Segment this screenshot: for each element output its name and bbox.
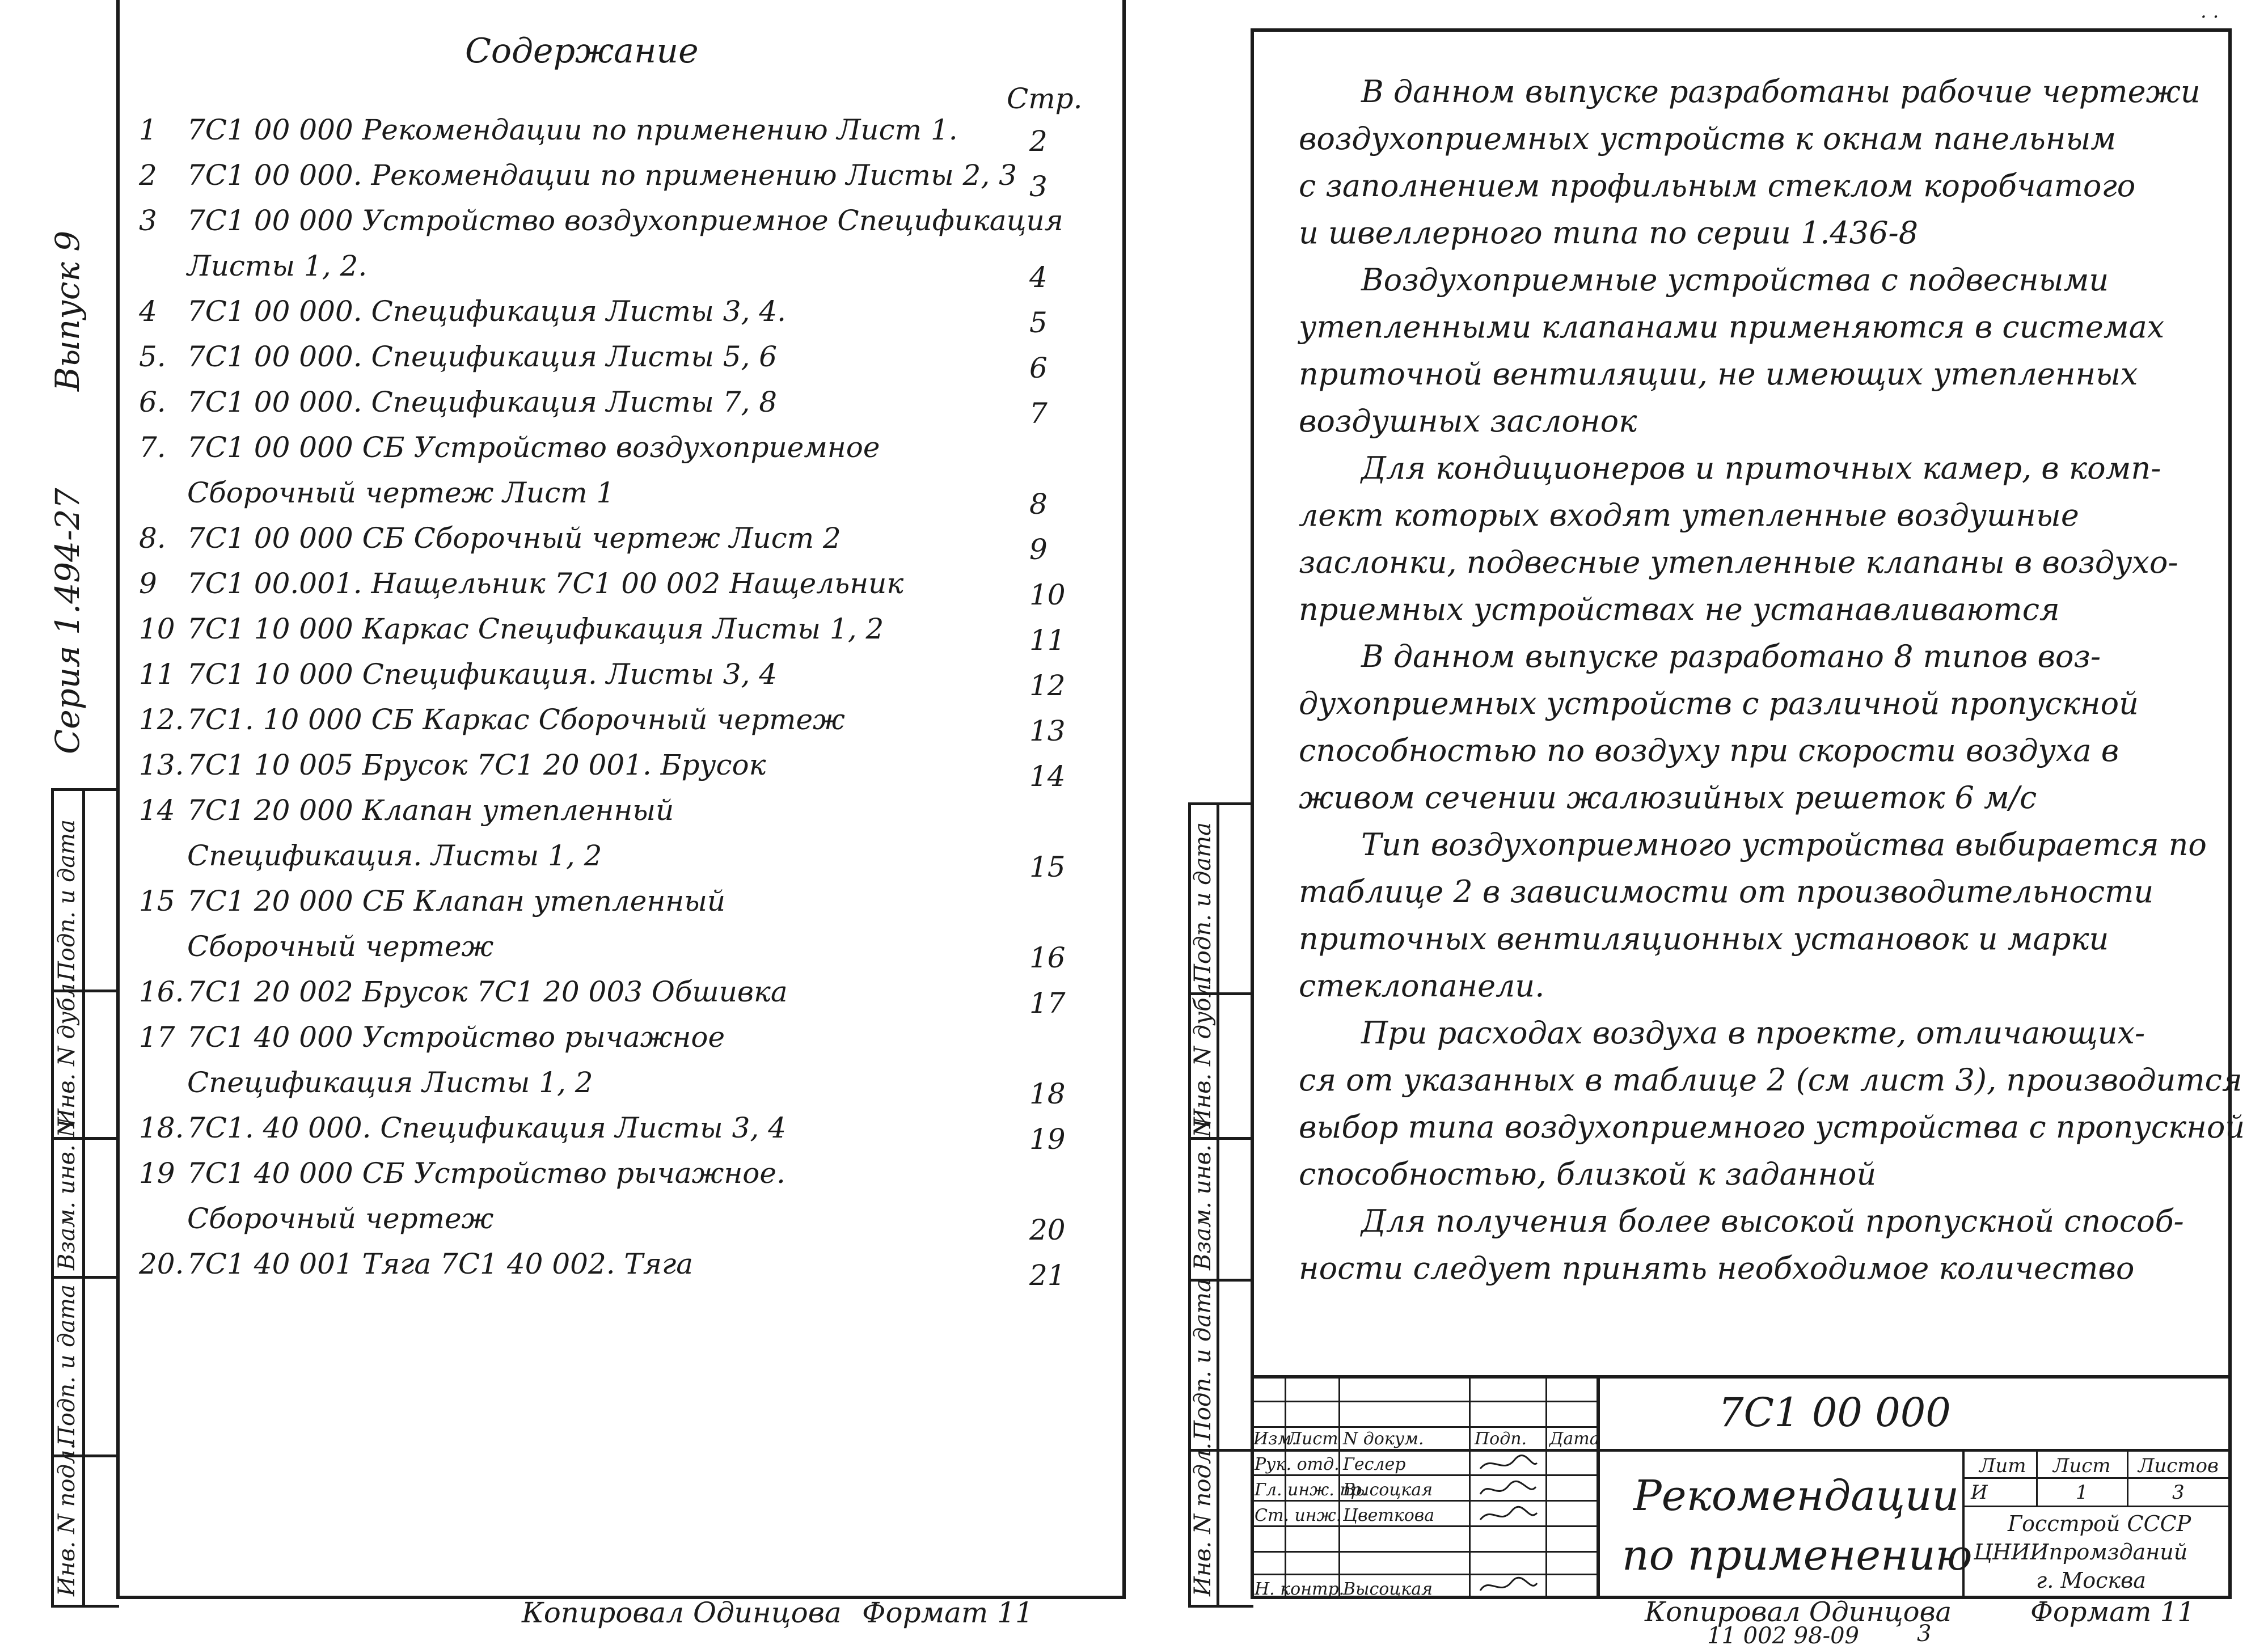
stamp-divider — [51, 1276, 119, 1279]
text-line: духоприемных устройств с различной пропускной — [1299, 686, 2139, 721]
page-column-header: Стр. — [1007, 82, 1083, 115]
tb-name: Высоцкая — [1343, 1579, 1433, 1599]
tb-row-line — [1251, 1426, 1597, 1428]
toc-entry-text: Сборочный чертеж — [187, 1202, 494, 1235]
toc-entry-text: 7С1 20 002 Брусок 7С1 20 003 Обшивка — [187, 975, 788, 1008]
text-line: приточных вентиляционных установок и марки — [1299, 921, 2109, 957]
tb-role: Ст. инж. — [1255, 1506, 1342, 1525]
text-line: лект которых входят утепленные воздушные — [1299, 497, 2079, 533]
toc-entry-text: Листы 1, 2. — [187, 250, 368, 282]
toc-entry-text: 7С1 00 000. Рекомендации по применению Листы 2, 3 — [187, 159, 1017, 192]
toc-number: 14 — [139, 794, 175, 827]
toc-number: 4 — [139, 295, 157, 328]
text-line: заслонки, подвесные утепленные клапаны в воздухо- — [1299, 544, 2178, 580]
toc-page-number: 15 — [1029, 851, 1066, 883]
tb-org-1: Госстрой СССР — [2008, 1511, 2191, 1536]
toc-number: 3 — [139, 204, 157, 237]
series-label: Серия 1.494-27 — [48, 488, 87, 754]
toc-page-number: 16 — [1029, 941, 1066, 974]
stamp-label-duplicate: Инв. N дубл. — [54, 976, 80, 1128]
toc-page-number: 11 — [1029, 624, 1066, 657]
tb-row-line — [1251, 1401, 1597, 1402]
toc-entry-text: 7С1. 40 000. Спецификация Листы 3, 4 — [187, 1111, 787, 1144]
tb-row-line — [1251, 1574, 1597, 1575]
toc-page-number: 21 — [1029, 1259, 1066, 1292]
toc-entry-text: 7С1 00.001. Нащельник 7С1 00 002 Нащельник — [187, 567, 904, 600]
signature-1 — [1480, 1456, 1537, 1469]
tb-col-line — [1545, 1375, 1547, 1599]
toc-entry-text: Спецификация Листы 1, 2 — [187, 1066, 593, 1099]
page-title: Содержание — [465, 31, 699, 71]
tb-designation: 7С1 00 000 — [1718, 1389, 1951, 1436]
text-line: таблице 2 в зависимости от производительности — [1299, 874, 2154, 910]
tb-row-line — [1251, 1474, 1597, 1476]
toc-number: 7. — [139, 431, 166, 464]
toc-page-number: 7 — [1029, 397, 1048, 430]
toc-entry-text: 7С1 40 000 Устройство рычажное — [187, 1021, 725, 1054]
stamp-label-replace: Взам. инв. N — [1190, 1117, 1216, 1270]
text-line: способностью, близкой к заданной — [1299, 1156, 1877, 1192]
toc-page-number: 3 — [1029, 170, 1048, 203]
text-line: живом сечении жалюзийных решеток 6 м/с — [1299, 780, 2037, 815]
tb-header-sign: Подп. — [1475, 1429, 1527, 1449]
tb-org-2: ЦНИИпромзданий — [1974, 1540, 2188, 1565]
text-line: ся от указанных в таблице 2 (см лист 3), производится — [1299, 1062, 2242, 1098]
stamp-label-original: Инв. N подл. — [1190, 1442, 1216, 1596]
text-line: приточной вентиляции, не имеющих утепленных — [1299, 356, 2138, 392]
toc-entry-text: Спецификация. Листы 1, 2 — [187, 839, 602, 872]
tb-role: Рук. отд. — [1255, 1454, 1340, 1474]
tb-name: Геслер — [1343, 1454, 1406, 1474]
footer-copied-by: Копировал Одинцова — [522, 1596, 842, 1629]
stamp-label-sign-date-2: Подп. и дата — [54, 1284, 80, 1446]
toc-page-number: 6 — [1029, 352, 1048, 384]
tb-name: Высоцкая — [1343, 1480, 1433, 1500]
toc-entry-text: 7С1 10 000 Каркас Спецификация Листы 1, 2 — [187, 612, 884, 645]
toc-number: 8. — [139, 522, 166, 555]
tb-sheet-value: 1 — [2076, 1481, 2088, 1504]
text-line: Для получения более высокой пропускной способ- — [1361, 1203, 2184, 1239]
toc-number: 1 — [139, 113, 157, 146]
tb-top-line — [1251, 1375, 2232, 1379]
tb-name: Цветкова — [1343, 1506, 1435, 1525]
toc-number: 13. — [139, 749, 184, 781]
tb-row-line — [1251, 1449, 2232, 1452]
toc-page-number: 4 — [1029, 261, 1048, 294]
stamp-label-sign-date-1: Подп. и дата — [54, 819, 80, 981]
tb-role: Н. контр. — [1255, 1579, 1345, 1599]
tb-row-line — [1251, 1500, 1597, 1502]
text-line: В данном выпуске разработаны рабочие чертежи — [1361, 74, 2201, 109]
text-line: способностью по воздуху при скорости воздуха в — [1299, 733, 2119, 768]
toc-number: 10 — [139, 612, 175, 645]
stamp-label-sign-date-1: Подп. и дата — [1190, 822, 1216, 984]
toc-number: 19 — [139, 1157, 175, 1190]
footer-copied-by: Копировал Одинцова — [1645, 1596, 1952, 1628]
toc-entry-text: 7С1 00 000 Устройство воздухоприемное Спецификация — [187, 204, 1063, 237]
text-line: Воздухоприемные устройства с подвесными — [1361, 262, 2109, 298]
tb-header-change: Изм. — [1253, 1429, 1297, 1449]
tb-role: Гл. инж. пр. — [1255, 1480, 1367, 1500]
signature-2 — [1480, 1481, 1536, 1494]
tb-row-line — [1251, 1551, 1597, 1553]
tb-header-sheet: Лист — [1287, 1429, 1338, 1449]
tb-col-line — [2036, 1449, 2038, 1506]
text-line: Для кондиционеров и приточных камер, в комп- — [1361, 450, 2161, 486]
toc-entry-text: 7С1 00 000. Спецификация Листы 7, 8 — [187, 386, 778, 418]
tb-header-date: Дата — [1549, 1429, 1600, 1449]
toc-number: 6. — [139, 386, 166, 418]
text-line: стеклопанели. — [1299, 968, 1545, 1004]
tb-sheets-value: 3 — [2172, 1481, 2185, 1504]
toc-page-number: 9 — [1029, 533, 1048, 566]
text-line: В данном выпуске разработано 8 типов воз- — [1361, 639, 2101, 674]
toc-entry-text: 7С1 40 000 СБ Устройство рычажное. — [187, 1157, 785, 1190]
stamp-label-duplicate: Инв. N дубл. — [1190, 976, 1216, 1128]
toc-page-number: 19 — [1029, 1123, 1066, 1156]
corner-marks: · · — [2201, 6, 2219, 28]
stamp-divider — [51, 1605, 119, 1608]
tb-col-line — [1469, 1375, 1471, 1599]
toc-page-number: 13 — [1029, 714, 1066, 747]
toc-number: 5. — [139, 340, 166, 373]
toc-entry-text: 7С1 40 001 Тяга 7С1 40 002. Тяга — [187, 1248, 694, 1280]
signature-3 — [1480, 1507, 1537, 1520]
toc-number: 11 — [139, 658, 175, 691]
text-line: утепленными клапанами применяются в системах — [1299, 309, 2165, 345]
toc-entry-text: Сборочный чертеж — [187, 930, 494, 963]
toc-number: 9 — [139, 567, 157, 600]
tb-org-3: г. Москва — [2036, 1568, 2146, 1593]
toc-entry-text: 7С1. 10 000 СБ Каркас Сборочный чертеж — [187, 703, 845, 736]
tb-doc-title-2: по применению — [1622, 1531, 1973, 1580]
tb-doc-title-1: Рекомендации — [1633, 1472, 1959, 1520]
tb-col-line — [2127, 1449, 2128, 1506]
stamp-mid-border — [82, 788, 85, 1608]
text-line: При расходах воздуха в проекте, отличающих- — [1361, 1015, 2145, 1051]
toc-number: 2 — [139, 159, 157, 192]
toc-entry-text: 7С1 00 000 Рекомендации по применению Лист 1. — [187, 113, 958, 146]
toc-page-number: 20 — [1029, 1214, 1066, 1246]
tb-row-line — [1251, 1525, 1597, 1527]
stamp-label-sign-date-2: Подп. и дата — [1190, 1279, 1216, 1440]
text-line: Тип воздухоприемного устройства выбирается по — [1361, 827, 2207, 862]
tb-lit-value: И — [1971, 1481, 1988, 1504]
issue-label: Выпуск 9 — [48, 230, 87, 391]
toc-number: 15 — [139, 885, 175, 917]
toc-page-number: 2 — [1029, 125, 1048, 158]
toc-entry-text: 7С1 10 000 Спецификация. Листы 3, 4 — [187, 658, 778, 691]
text-line: с заполнением профильным стеклом коробчатого — [1299, 168, 2136, 204]
stamp-divider — [1188, 1605, 1253, 1608]
footer-format: Формат 11 — [2030, 1596, 2195, 1628]
toc-number: 18. — [139, 1111, 184, 1144]
toc-entry-text: 7С1 20 000 Клапан утепленный — [187, 794, 674, 827]
bottom-page: 3 — [1917, 1621, 1932, 1647]
toc-entry-text: 7С1 00 000 СБ Сборочный чертеж Лист 2 — [187, 522, 841, 555]
stamp-label-original: Инв. N подл. — [54, 1442, 80, 1596]
stamp-top-border — [1188, 802, 1253, 805]
toc-entry-text: Сборочный чертеж Лист 1 — [187, 476, 615, 509]
toc-page-number: 14 — [1029, 760, 1066, 793]
toc-entry-text: 7С1 20 000 СБ Клапан утепленный — [187, 885, 726, 917]
toc-entry-text: 7С1 00 000. Спецификация Листы 3, 4. — [187, 295, 787, 328]
tb-sheet-label: Лист — [2053, 1454, 2111, 1477]
tb-row-line — [1962, 1506, 2232, 1507]
text-line: ности следует принять необходимое количество — [1299, 1250, 2135, 1286]
tb-header-doc: N докум. — [1343, 1429, 1424, 1449]
toc-entry-text: 7С1 00 000 СБ Устройство воздухоприемное — [187, 431, 880, 464]
text-line: выбор типа воздухоприемного устройства с пропускной — [1299, 1109, 2245, 1145]
toc-page-number: 12 — [1029, 669, 1066, 702]
tb-sheets-label: Листов — [2138, 1454, 2219, 1477]
text-line: воздухоприемных устройств к окнам панельным — [1299, 121, 2117, 157]
text-line: приемных устройствах не устанавливаются — [1299, 591, 2060, 627]
footer-format: Формат 11 — [862, 1596, 1033, 1629]
toc-entry-text: 7С1 00 000. Спецификация Листы 5, 6 — [187, 340, 778, 373]
toc-page-number: 8 — [1029, 488, 1048, 521]
stamp-label-replace: Взам. инв. N — [54, 1117, 80, 1270]
toc-page-number: 5 — [1029, 306, 1048, 339]
bottom-code: 11 002 98-09 — [1707, 1623, 1859, 1649]
toc-page-number: 10 — [1029, 578, 1066, 611]
toc-number: 12. — [139, 703, 184, 736]
toc-page-number: 18 — [1029, 1077, 1066, 1110]
stamp-mid-border — [1217, 802, 1219, 1608]
text-line: и швеллерного типа по серии 1.436-8 — [1299, 215, 1919, 251]
toc-entry-text: 7С1 10 005 Брусок 7С1 20 001. Брусок — [187, 749, 766, 781]
tb-row-line — [1962, 1477, 2232, 1479]
stamp-top-border — [51, 788, 119, 791]
signatures — [1475, 1452, 1543, 1599]
toc-page-number: 17 — [1029, 987, 1066, 1020]
toc-number: 20. — [139, 1248, 184, 1280]
tb-split-line — [1597, 1375, 1600, 1599]
text-line: воздушных заслонок — [1299, 403, 1637, 439]
toc-number: 17 — [139, 1021, 175, 1054]
signature-4 — [1480, 1578, 1537, 1591]
tb-lit-label: Лит — [1979, 1454, 2026, 1477]
toc-number: 16. — [139, 975, 184, 1008]
